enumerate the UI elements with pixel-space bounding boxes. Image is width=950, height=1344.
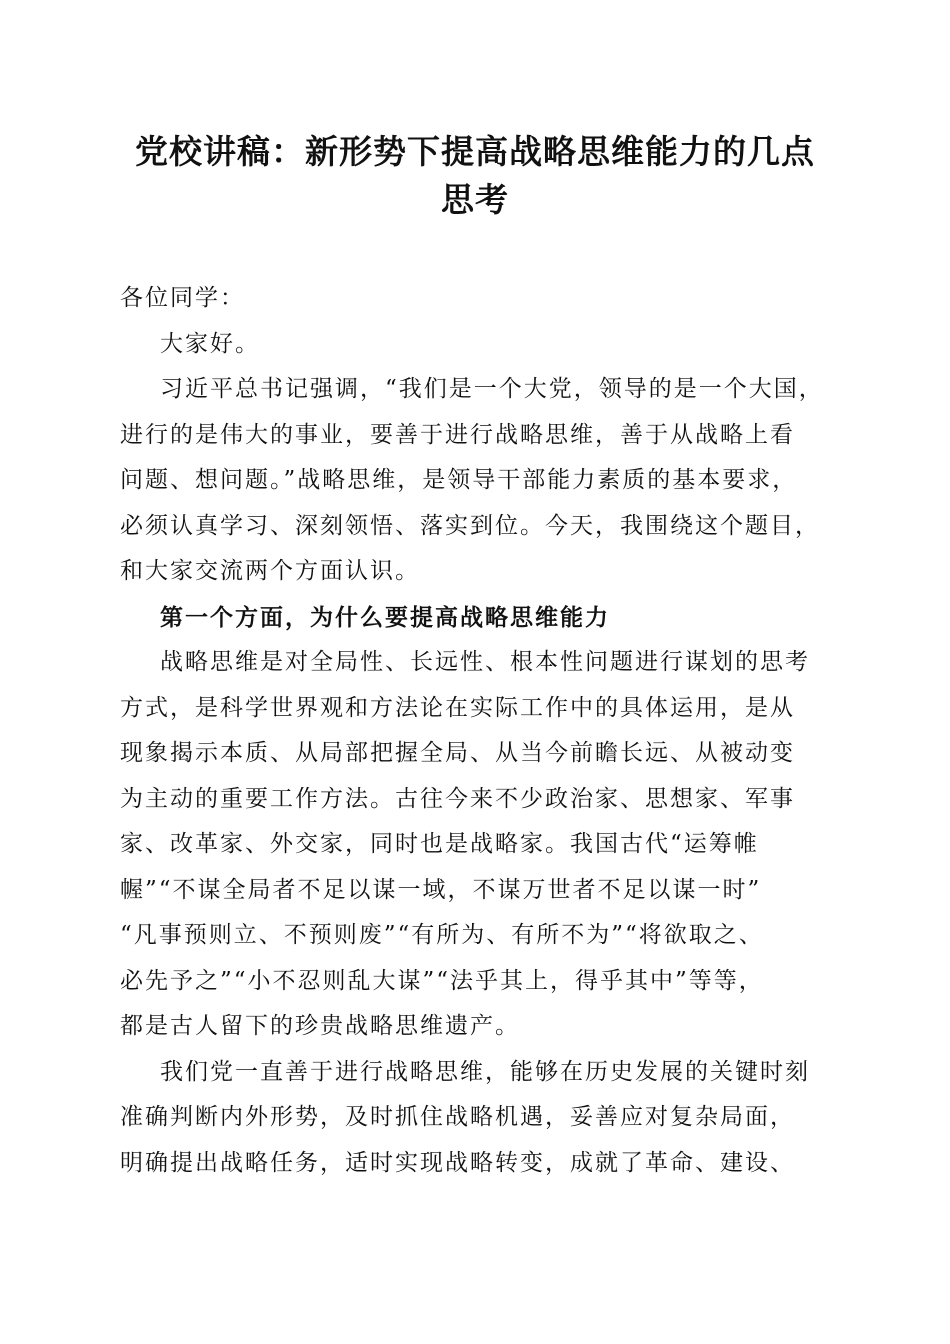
document-title <box>110 128 840 224</box>
intro-line: 进行的是伟大的事业，要善于进行战略思维，善于从战略上看 <box>120 421 795 448</box>
title-line-2: 思考 <box>441 180 509 219</box>
document-body <box>120 276 844 1186</box>
intro-line: 问题、想问题。”战略思维，是领导干部能力素质的基本要求， <box>120 467 798 493</box>
intro-line: 和大家交流两个方面认识。 <box>120 558 420 584</box>
paragraph-2-line: 我们党一直善于进行战略思维，能够在历史发展的关键时刻 <box>160 1058 810 1085</box>
paragraph-1-line: “凡事预则立、不预则废”“有所为、有所不为”“将欲取之、 <box>120 922 764 948</box>
opening-line: 大家好。 <box>160 330 260 357</box>
title-line-1: 党校讲稿：新形势下提高战略思维能力的几点 <box>135 132 815 171</box>
paragraph-1-line: 为主动的重要工作方法。古往今来不少政治家、思想家、军事 <box>120 785 795 812</box>
section-heading: 第一个方面，为什么要提高战略思维能力 <box>160 603 610 631</box>
paragraph-1-line: 家、改革家、外交家，同时也是战略家。我国古代“运筹帷 <box>120 831 759 857</box>
paragraph-1-line: 幄”“不谋全局者不足以谋一域，不谋万世者不足以谋一时” <box>120 876 762 903</box>
greeting: 各位同学： <box>120 285 245 311</box>
paragraph-2-line: 明确提出战略任务，适时实现战略转变，成就了革命、建设、 <box>120 1149 795 1176</box>
paragraph-1-line: 必先予之”“小不忍则乱大谋”“法乎其上，得乎其中”等等， <box>120 967 764 994</box>
paragraph-2-line: 准确判断内外形势，及时抓住战略机遇，妥善应对复杂局面， <box>120 1104 795 1130</box>
paragraph-1-line: 方式，是科学世界观和方法论在实际工作中的具体运用，是从 <box>120 694 795 721</box>
paragraph-1-line: 都是古人留下的珍贵战略思维遗产。 <box>120 1013 520 1039</box>
paragraph-1-line: 战略思维是对全局性、长远性、根本性问题进行谋划的思考 <box>160 649 810 675</box>
intro-line: 必须认真学习、深刻领悟、落实到位。今天，我围绕这个题目， <box>120 512 820 539</box>
paragraph-1-line: 现象揭示本质、从局部把握全局、从当今前瞻长远、从被动变 <box>120 740 795 766</box>
intro-line: 习近平总书记强调，“我们是一个大党，领导的是一个大国， <box>160 376 824 402</box>
